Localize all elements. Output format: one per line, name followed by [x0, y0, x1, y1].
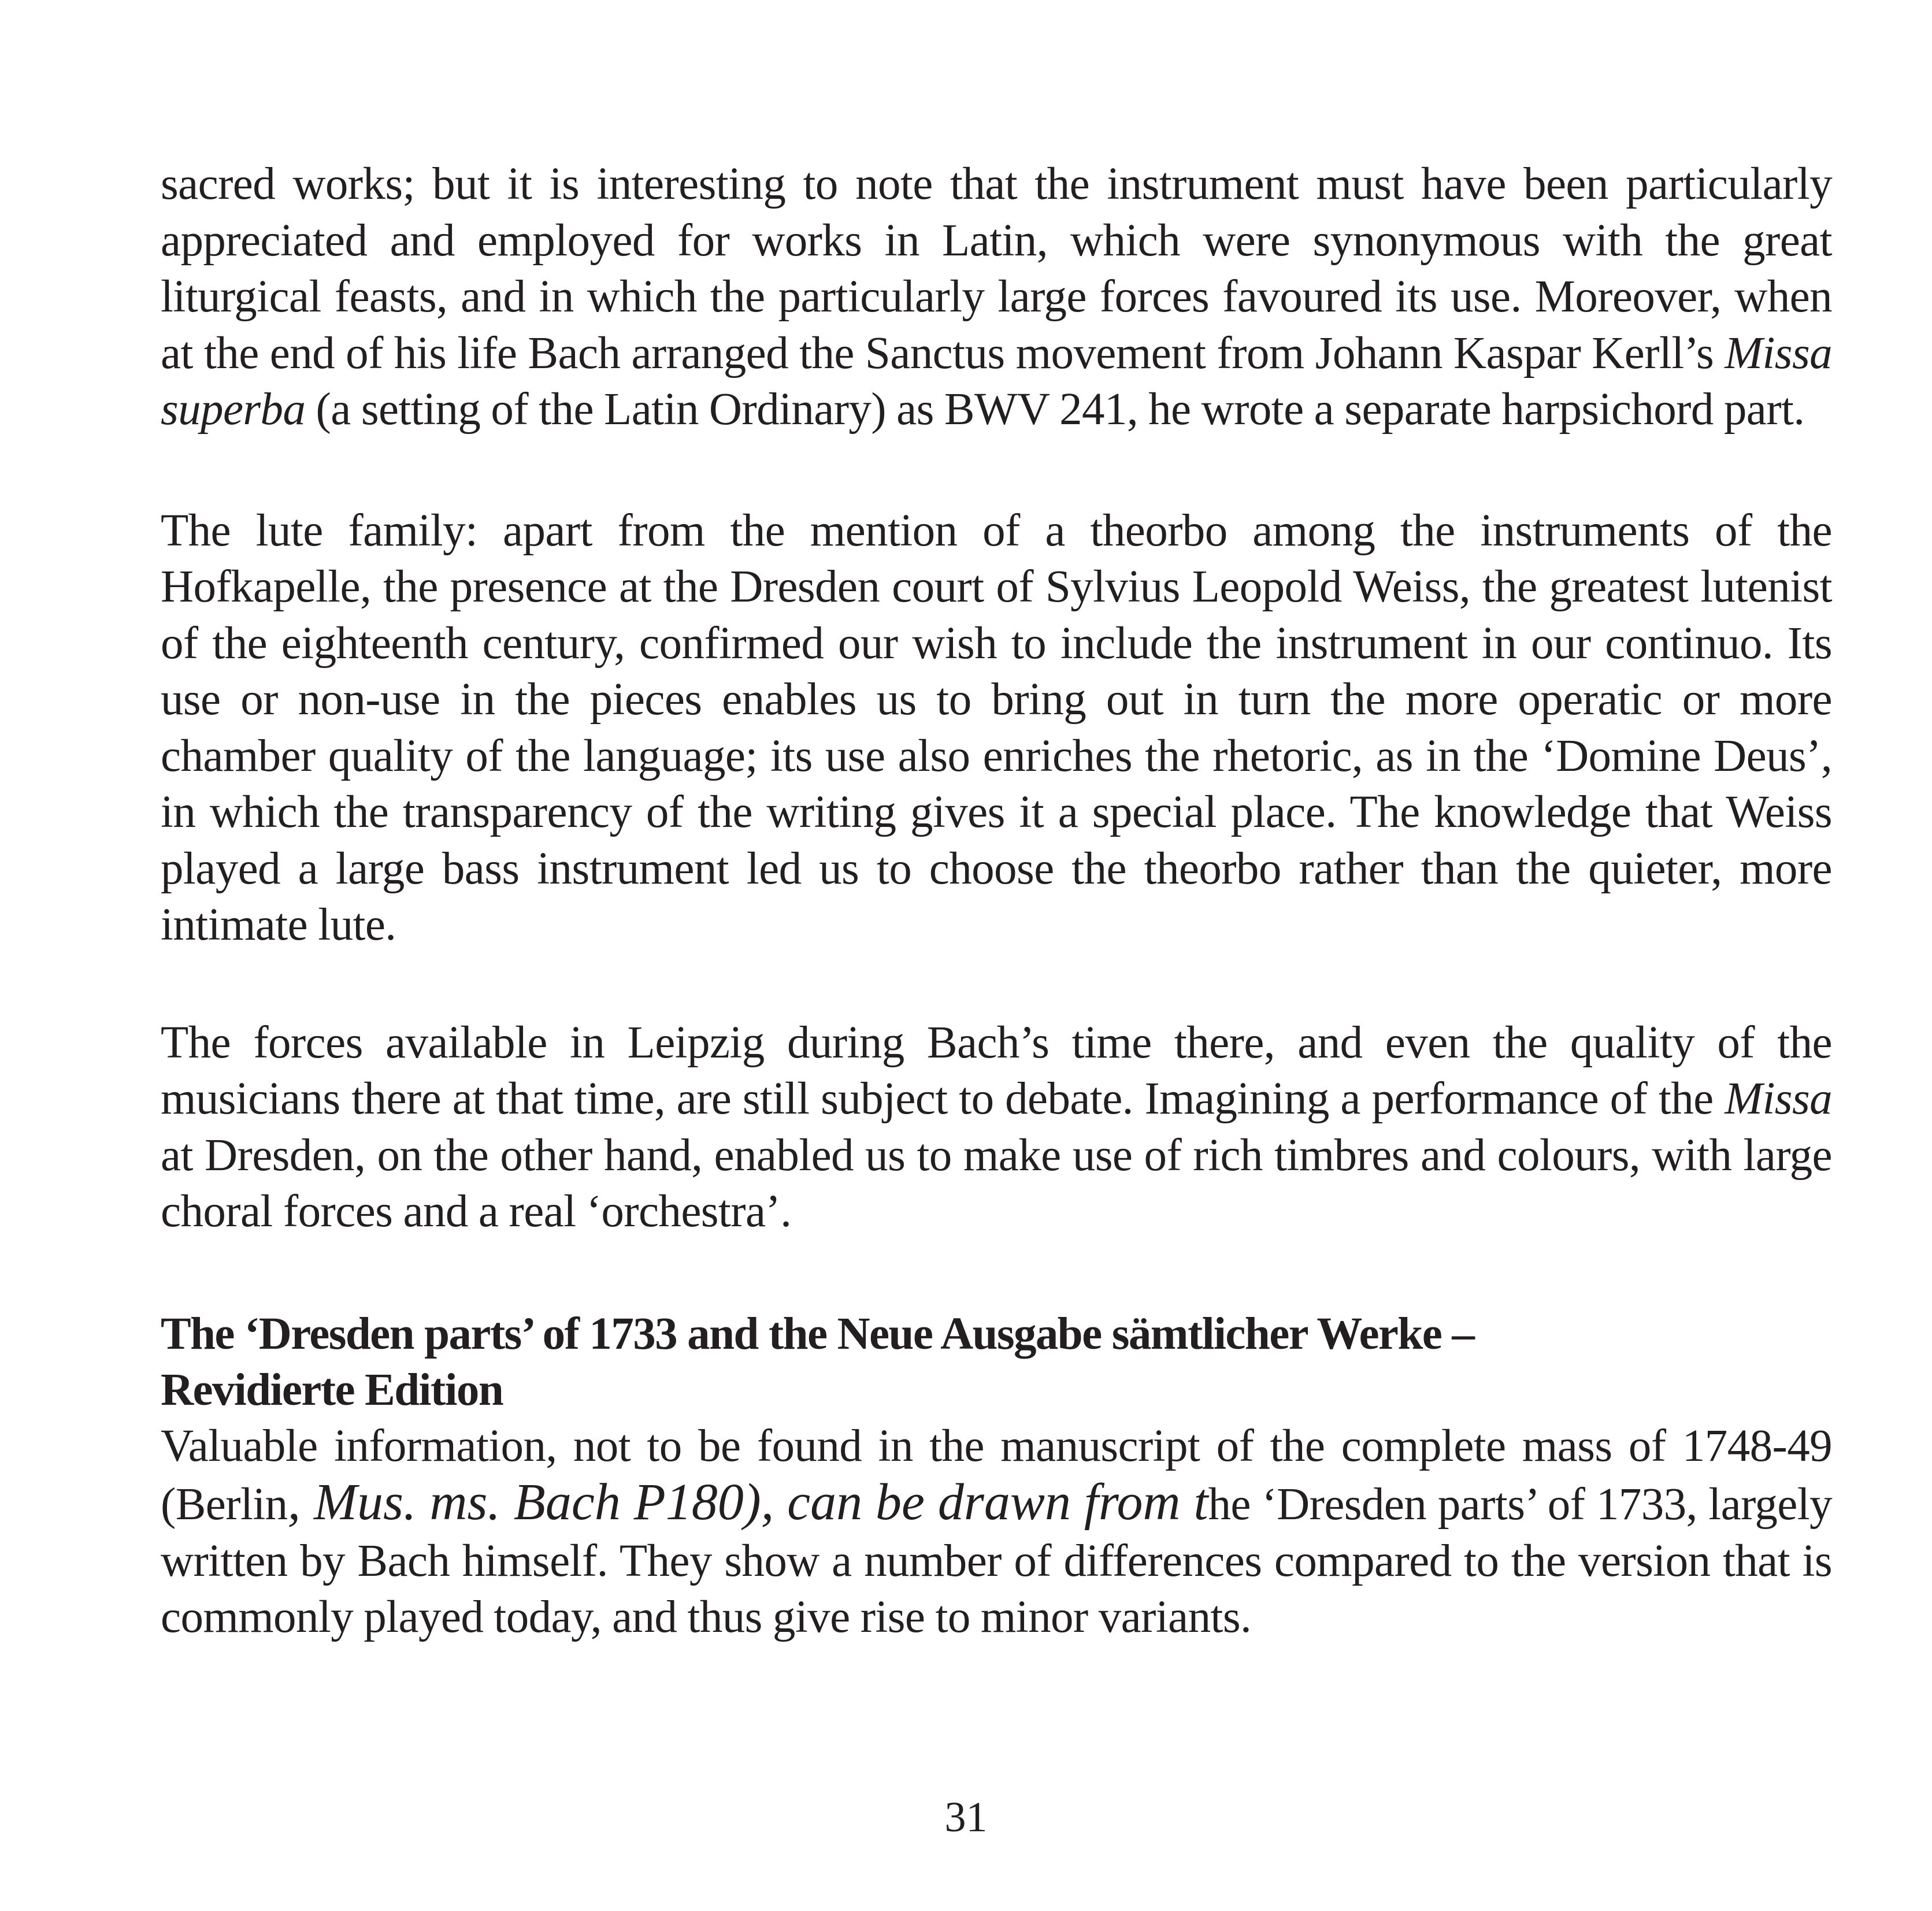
- section-heading-line-2: Revidierte Edition: [161, 1364, 503, 1415]
- text-run: Valuable information, not to be found in the manuscript of the complete mass of 1748-49 (Berlin: [161, 1420, 1832, 1530]
- page-content: [161, 156, 1832, 1646]
- text-run: at Dresden, on the other hand, enabled us to make use of rich timbres and colours, with large choral forces and a real ‘orchestra’.: [161, 1130, 1832, 1237]
- paragraph-lute-family: The lute family: apart from the mention of a theorbo among the instruments of the Hofkapelle, the presence at the Dresden court of Sylvius Leopold Weiss, the greatest lutenist of the eighteenth century, confirmed our wish to include the instrument in our continuo. Its use or non-use in the pieces enables us to bring out in turn the more operatic or more chamber quality of the language; its use also enriches the rhetoric, as in the ‘Domine Deus’, in which the transparency of the writing gives it a special place. The knowledge that Weiss played a large bass instrument led us to choose the theorbo rather than the quieter, more intimate lute.: [161, 505, 1832, 950]
- page-number: 31: [944, 1794, 988, 1841]
- text-run: (a setting of the Latin Ordinary) as BWV 241, he wrote a separate harpsichord part.: [305, 384, 1805, 435]
- section-heading-line-1: The ‘Dresden parts’ of 1733 and the Neue Ausgabe sämtlicher Werke –: [161, 1308, 1474, 1359]
- text-run: sacred works; but it is interesting to note that the instrument must have been particularly appreciated and employed for works in Latin, which were synonymous with the great liturgical feasts, and in which the particularly large forces favoured its use. Moreover, when at the end of his life Bach arranged the Sanctus movement from Johann Kaspar Kerll’s: [161, 159, 1832, 379]
- paragraph-harpsichord: [161, 156, 1832, 438]
- italic-title-missa: Missa: [1725, 1074, 1832, 1124]
- italic-title-missa-superba: Missa superba: [161, 328, 1832, 435]
- paragraph-dresden-parts: [161, 1418, 1832, 1646]
- paragraph-forces: [161, 1015, 1832, 1240]
- text-run: The forces available in Leipzig during Bach’s time there, and even the quality of the musicians there at that time, are still subject to debate. Imagining a performance of the: [161, 1017, 1832, 1124]
- italic-manuscript-reference: , Mus. ms. Bach P180), can be drawn from t: [287, 1474, 1208, 1531]
- section-heading: [161, 1306, 1832, 1418]
- text-run: he ‘Dresden parts’ of 1733, largely written by Bach himself. They show a number of differences compared to the version that is commonly played today, and thus give rise to minor variants.: [161, 1479, 1832, 1642]
